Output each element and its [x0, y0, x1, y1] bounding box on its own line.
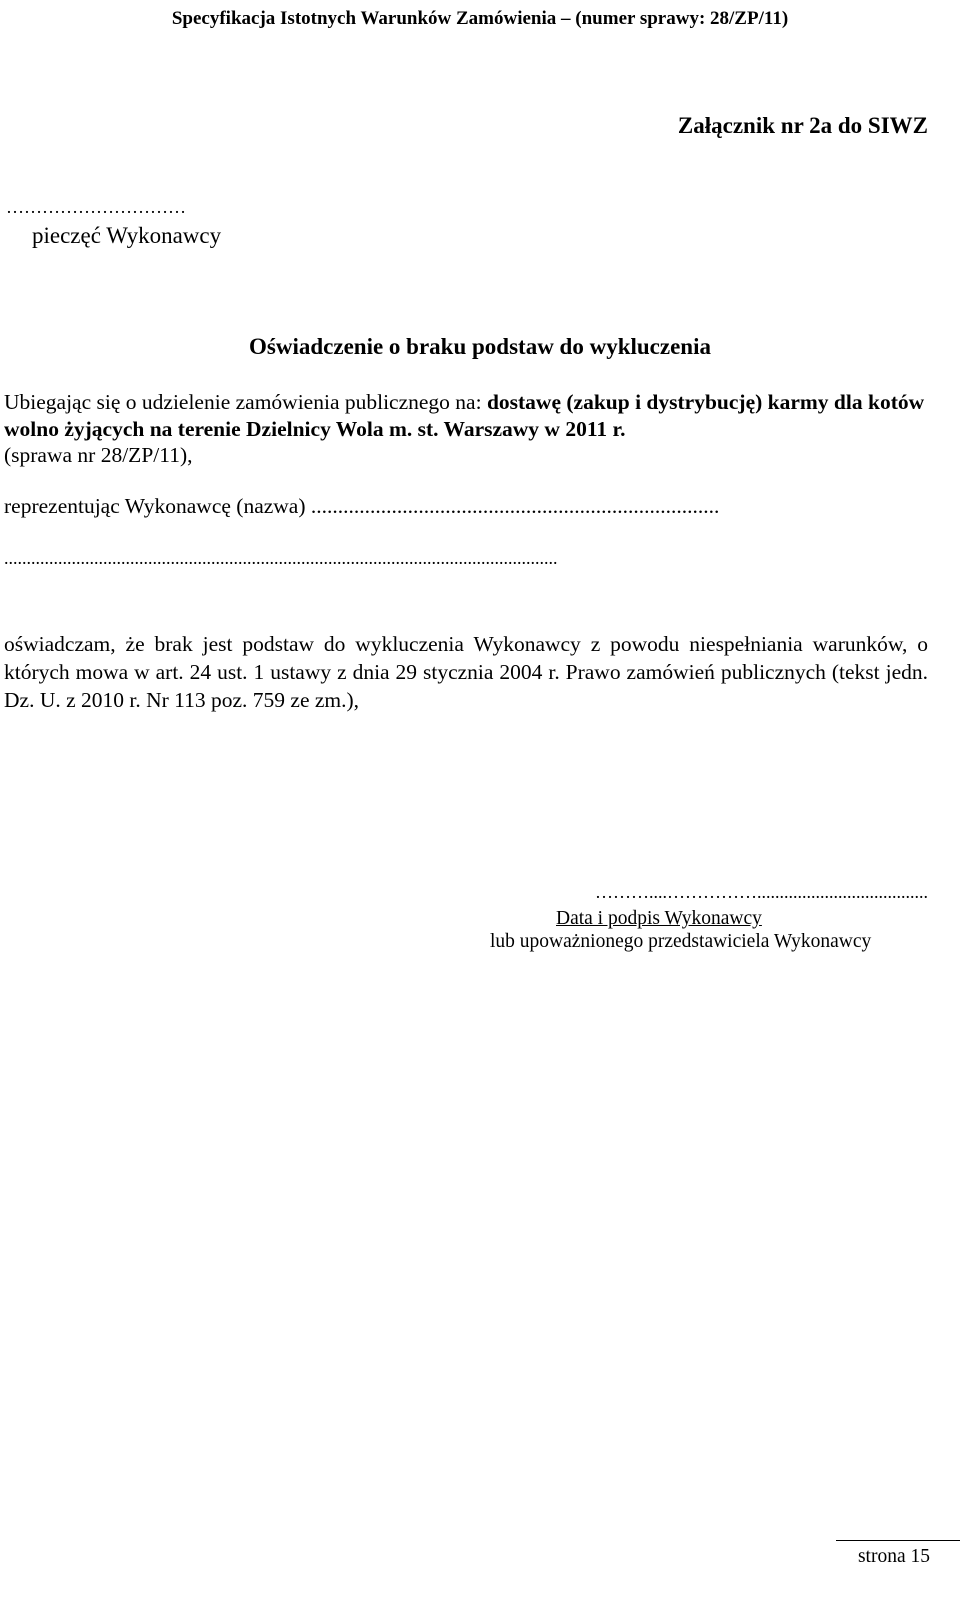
- contractor-name-dots: ...........................................................................................................................: [4, 548, 558, 568]
- order-subject: dostawę (zakup i dystrybucję) karmy dla kotów wolno żyjących na terenie Dzielnicy Wola m. st. Warszawy w 2011 r.: [4, 390, 925, 441]
- intro-paragraph: [4, 389, 928, 443]
- attachment-label: Załącznik nr 2a do SIWZ: [677, 113, 928, 138]
- footer-rule: [836, 1540, 960, 1541]
- representing-text: reprezentując Wykonawcę (nazwa): [4, 494, 306, 518]
- signature-caption-2: lub upoważnionego przedstawiciela Wykonawcy: [490, 931, 872, 952]
- representing-dots: ............................................................................: [310, 494, 720, 518]
- representing-line: [4, 493, 928, 520]
- document-header: Specyfikacja Istotnych Warunków Zamówienia – (numer sprawy: 28/ZP/11): [171, 8, 789, 29]
- case-number: (sprawa nr 28/ZP/11),: [4, 443, 193, 467]
- intro-lead: Ubiegając się o udzielenie zamówienia publicznego na:: [4, 390, 487, 414]
- stamp-label: pieczęć Wykonawcy: [32, 223, 222, 248]
- document-title: Oświadczenie o braku podstaw do wykluczenia: [249, 334, 711, 359]
- stamp-dots: …………………………: [6, 197, 186, 217]
- page-number: strona 15: [857, 1546, 930, 1567]
- declaration-paragraph: oświadczam, że brak jest podstaw do wykluczenia Wykonawcy z powodu niespełniania warunków, o których mowa w art. 24 ust. 1 ustawy z dnia 29 stycznia 2004 r. Prawo zamówień publicznych (tekst jedn. Dz. U. z 2010 r. Nr 113 poz. 759 ze zm.),: [4, 632, 928, 712]
- signature-caption: Data i podpis Wykonawcy: [556, 908, 762, 929]
- signature-dots: ………....……………......................................: [595, 882, 928, 902]
